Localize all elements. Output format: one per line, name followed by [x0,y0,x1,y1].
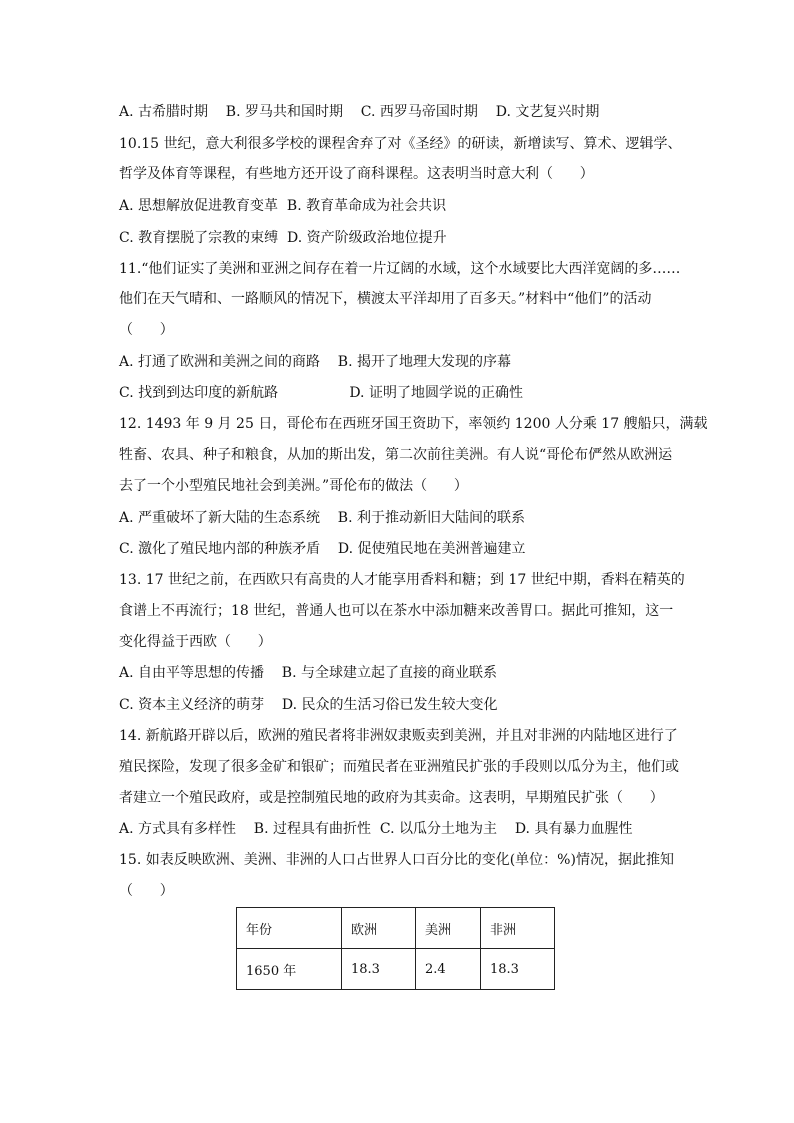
question-line: 11.“他们证实了美洲和亚洲之间存在着一片辽阔的水域，这个水域要比大西洋宽阔的多…… [119,261,681,277]
question-line: 牲畜、农具、种子和粮食，从加的斯出发，第二次前往美洲。有人说“哥伦布俨然从欧洲运 [119,447,673,463]
table-header-cell: 欧洲 [342,908,416,949]
table-cell: 2.4 [416,949,481,990]
question-line: 10.15 世纪，意大利很多学校的课程舍弃了对《圣经》的研读，新增读写、算术、逻辑学、 [119,136,682,152]
table-cell: 1650 年 [237,949,342,990]
population-table [236,907,555,990]
question-line: 12. 1493 年 9 月 25 日，哥伦布在西班牙国王资助下，率领约 1200 人分乘 17 艘船只，满载 [119,416,708,432]
question-line: C. 激化了殖民地内部的种族矛盾 D. 促使殖民地在美洲普遍建立 [119,541,526,557]
table-header-cell: 美洲 [416,908,481,949]
table-cell: 18.3 [481,949,555,990]
question-line: （ ） [119,883,174,899]
question-line: 他们在天气晴和、一路顺风的情况下，横渡太平洋却用了百多天。”材料中“他们”的活动 [119,291,652,307]
question-line: 13. 17 世纪之前，在西欧只有高贵的人才能享用香料和糖；到 17 世纪中期，香料在精英的 [119,572,685,588]
question-line: 殖民探险，发现了很多金矿和银矿；而殖民者在亚洲殖民扩张的手段则以瓜分为主，他们或 [119,759,679,775]
table-cell: 18.3 [342,949,416,990]
question-line: A. 自由平等思想的传播 B. 与全球建立起了直接的商业联系 [119,665,497,681]
question-line: 14. 新航路开辟以后，欧洲的殖民者将非洲奴隶贩卖到美洲，并且对非洲的内陆地区进行了 [119,728,678,744]
table-header-row [237,908,555,949]
question-line: A. 严重破坏了新大陆的生态系统 B. 利于推动新旧大陆间的联系 [119,510,525,526]
question-line: A. 方式具有多样性 B. 过程具有曲折性 C. 以瓜分土地为主 D. 具有暴力血腥性 [119,821,633,837]
question-line: 哲学及体育等课程，有些地方还开设了商科课程。这表明当时意大利（ ） [119,166,594,182]
table-header-cell: 非洲 [481,908,555,949]
question-line: C. 找到到达印度的新航路 D. 证明了地圆学说的正确性 [119,385,523,401]
question-line: C. 资本主义经济的萌芽 D. 民众的生活习俗已发生较大变化 [119,697,498,713]
question-line: 者建立一个殖民政府，或是控制殖民地的政府为其卖命。这表明，早期殖民扩张（ ） [119,790,664,806]
question-line: 15. 如表反映欧洲、美洲、非洲的人口占世界人口百分比的变化(单位：%)情况，据此推知 [119,852,674,868]
question-line: （ ） [119,322,174,338]
question-line: 去了一个小型殖民地社会到美洲。”哥伦布的做法（ ） [119,478,468,494]
table-header-cell: 年份 [237,908,342,949]
question-line: 食谱上不再流行；18 世纪，普通人也可以在茶水中添加糖来改善胃口。据此可推知，这一 [119,603,674,619]
question-line: A. 打通了欧洲和美洲之间的商路 B. 揭开了地理大发现的序幕 [119,354,511,370]
table-row [237,949,555,990]
question-line: 变化得益于西欧（ ） [119,634,272,650]
question-line: A. 古希腊时期 B. 罗马共和国时期 C. 西罗马帝国时期 D. 文艺复兴时期 [119,104,600,120]
question-line: C. 教育摆脱了宗教的束缚 D. 资产阶级政治地位提升 [119,230,447,246]
question-line: A. 思想解放促进教育变革 B. 教育革命成为社会共识 [119,198,447,214]
